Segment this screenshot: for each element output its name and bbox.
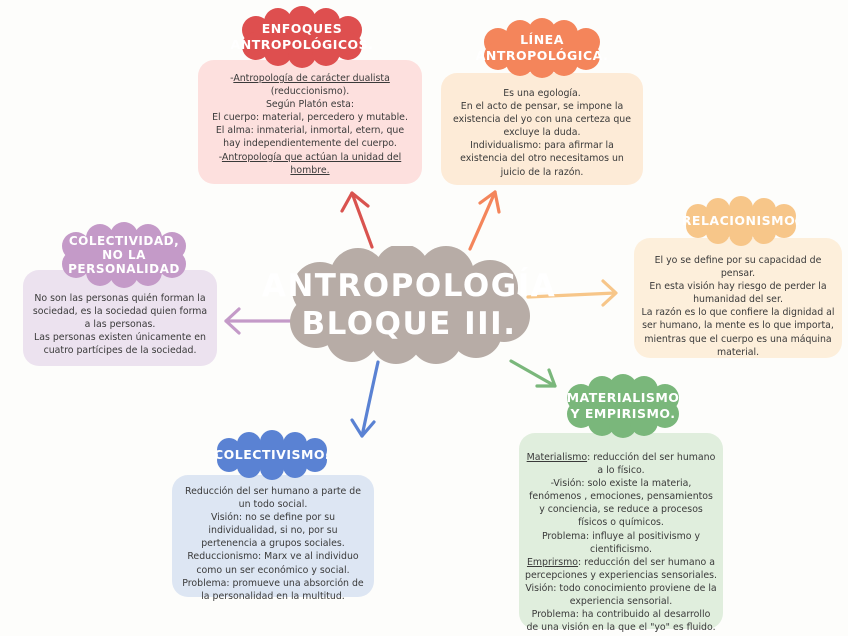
linea-text-2: En el acto de pensar, se impone la existencia del yo con una certeza que excluye la duda.	[452, 101, 632, 139]
center-cloud	[261, 246, 557, 364]
colectividad-title-2: NO LA	[102, 248, 146, 262]
enfoques-text-6: -Antropología que actúan la unidad del hombre.	[218, 151, 402, 176]
colectividad-title-3: PERSONALIDAD	[68, 262, 180, 276]
enfoques-title-cloud	[230, 6, 374, 68]
enfoques-text-5: El alma: inmaterial, inmortal, etern, que hay independientemente del cuerpo.	[215, 125, 405, 150]
colectivismo-title: COLECTIVISMO.	[213, 447, 331, 462]
enfoques-text-2: (reduccionismo).	[270, 86, 350, 98]
relacionismo-title: RELACIONISMO.	[681, 213, 801, 228]
materialismo-title-1: MATERIALISMO	[566, 390, 680, 405]
linea-title-1: LÍNEA	[520, 32, 564, 47]
materialismo-box	[519, 433, 723, 634]
relacionismo-title-cloud	[682, 196, 800, 246]
materialismo-text-3: Problema: influye al positivismo y cientificismo.	[541, 530, 701, 555]
materialismo-text-5: Visión: todo conocimiento proviene de la experiencia sensorial.	[525, 582, 717, 608]
arrow-to-materialismo	[511, 361, 555, 386]
center-title-2: BLOQUE III.	[301, 306, 517, 342]
colectivismo-title-cloud	[213, 430, 331, 480]
materialismo-text-1: Materialismo: reducción del ser humano a lo físico.	[526, 452, 716, 477]
materialismo-text-2: -Visión: solo existe la materia, fenómenos , emociones, pensamientos y conciencia, se reduce a procesos físicos o químicos.	[529, 478, 713, 529]
colectivismo-box	[172, 475, 374, 602]
enfoques-title-2: ANTROPOLÓGICOS.	[230, 37, 374, 52]
colectividad-title-cloud	[58, 222, 190, 288]
materialismo-title-cloud	[563, 374, 683, 438]
enfoques-box	[198, 60, 422, 184]
materialismo-text-6: Problema: ha contribuido al desarrollo de una visión en la que el "yo" es fluido.	[526, 609, 716, 634]
enfoques-text-1: -Antropología de carácter dualista	[230, 73, 390, 84]
colectivismo-text-1: Reducción del ser humano a parte de un todo social.	[185, 486, 361, 511]
materialismo-text-4: Emprirsmo: reducción del ser humano a percepciones y experiencias sensoriales.	[525, 556, 717, 581]
enfoques-text-4: El cuerpo: material, percedero y mutable.	[212, 112, 408, 124]
colectivismo-text-3: Reduccionismo: Marx ve al individuo como un ser económico y social.	[187, 551, 359, 576]
arrow-to-colectivismo	[352, 362, 378, 436]
relacionismo-text-1: El yo se define por su capacidad de pensar.	[654, 255, 822, 280]
enfoques-title-1: ENFOQUES	[261, 21, 343, 36]
arrow-to-colectividad	[226, 309, 292, 333]
linea-title-cloud	[475, 18, 609, 78]
arrow-to-linea	[470, 192, 499, 249]
colectivismo-text-4: Problema: promueve una absorción de la personalidad en la multitud.	[182, 577, 364, 602]
colectividad-text-2: Las personas existen únicamente en cuatro partícipes de la sociedad.	[34, 332, 206, 357]
relacionismo-text-3: La razón es lo que confiere la dignidad al ser humano, la mente es lo que importa, mientras que el cuerpo es una máquina material.	[641, 307, 835, 358]
relacionismo-box	[634, 238, 842, 358]
colectividad-text-1: No son las personas quién forman la sociedad, es la sociedad quien forma a las personas.	[32, 293, 208, 331]
linea-text-3: Individualismo: para afirmar la existencia del otro necesitamos un juicio de la razón.	[460, 140, 624, 178]
materialismo-title-2: Y EMPIRISMO.	[570, 406, 676, 421]
arrow-to-enfoques	[342, 193, 372, 247]
linea-title-2: ANTROPOLÓGICA.	[475, 48, 609, 63]
relacionismo-text-2: En esta visión hay riesgo de perder la humanidad del ser.	[649, 281, 827, 306]
linea-box	[441, 73, 643, 185]
colectividad-title-1: COLECTIVIDAD,	[68, 234, 180, 248]
linea-text-1: Es una egología.	[503, 88, 581, 99]
center-title-1: ANTROPOLOGÍA	[261, 268, 557, 304]
enfoques-text-3: Según Platón esta:	[265, 99, 355, 111]
colectivismo-text-2: Visión: no se define por su individualidad, si no, por su pertenencia a grupos sociales.	[201, 512, 345, 550]
